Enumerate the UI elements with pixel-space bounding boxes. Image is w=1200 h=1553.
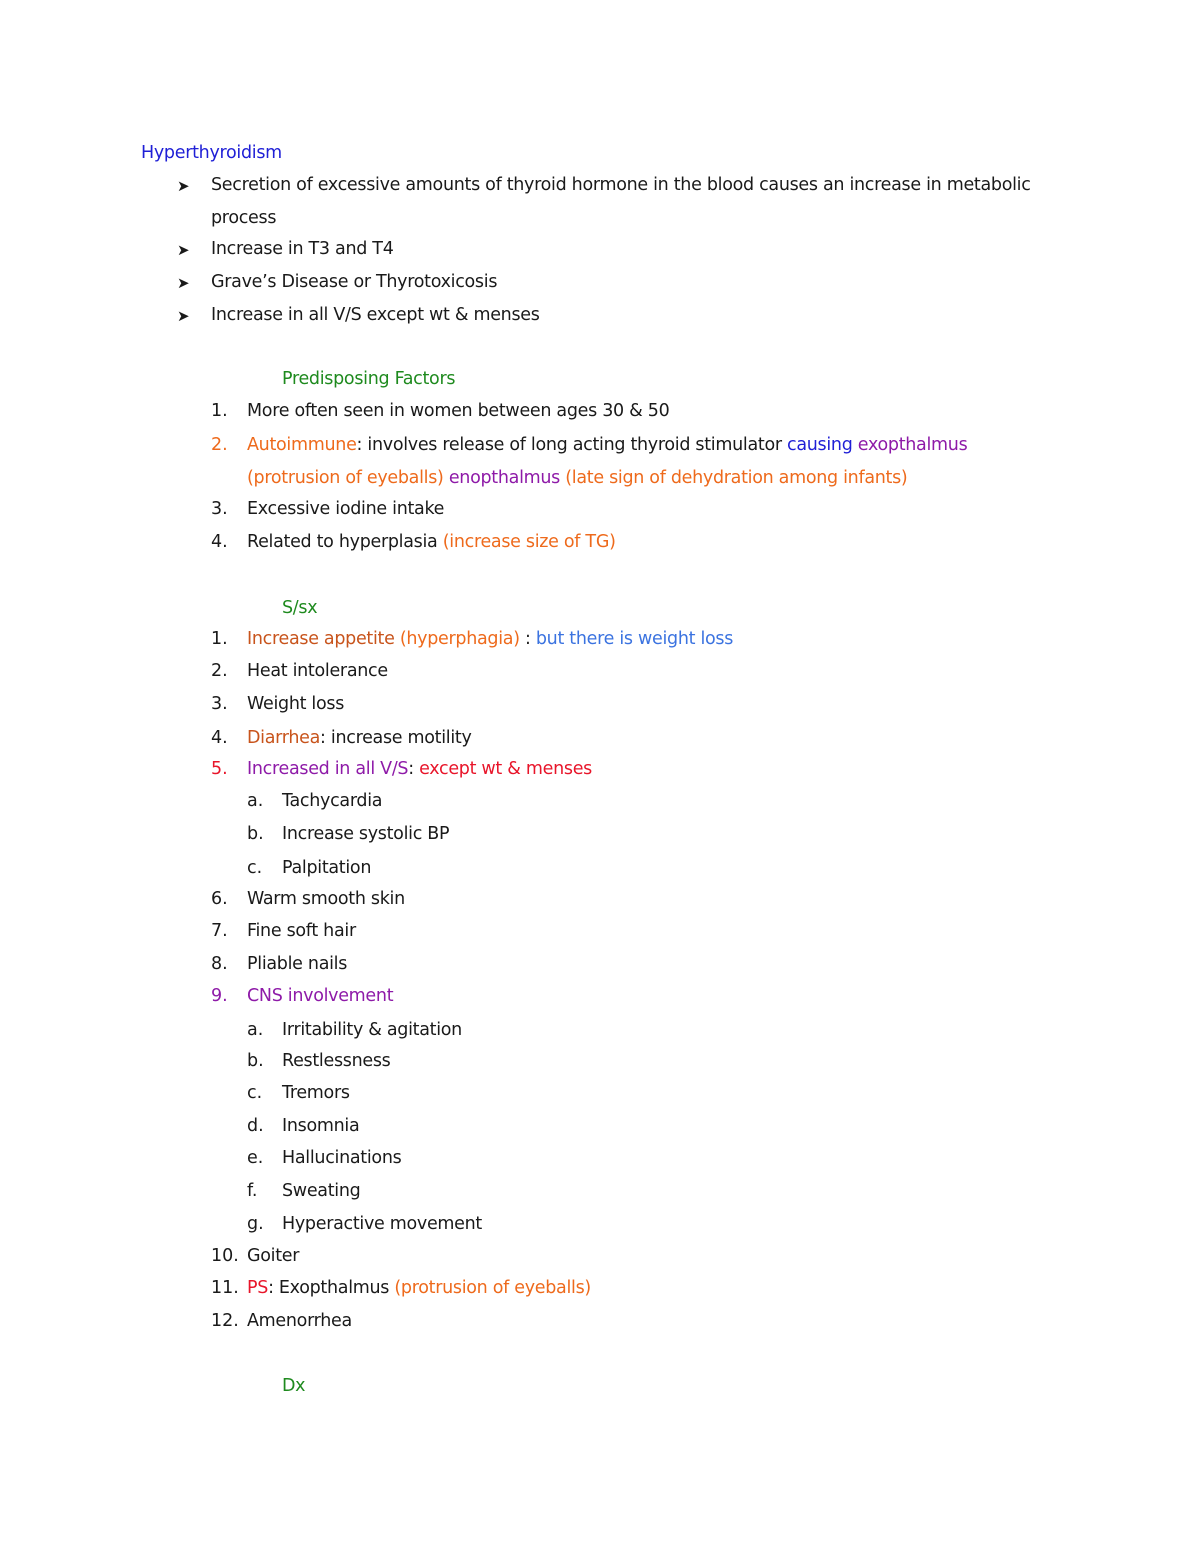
item-note: (late sign of dehydration among infants): [565, 468, 908, 488]
list-item: [247, 727, 472, 749]
sub-list-letter: d.: [247, 1116, 264, 1136]
bullet-text: Secretion of excessive amounts of thyroid hormone in the blood causes an increase in metabolic: [211, 175, 1031, 195]
list-item: Heat intolerance: [247, 661, 388, 681]
section-heading-ssx: S/sx: [282, 598, 318, 618]
item-note: except wt & menses: [419, 759, 592, 779]
item-text: : involves release of long acting thyroid stimulator: [356, 435, 788, 455]
list-item: Goiter: [247, 1246, 300, 1266]
bullet-text: Grave’s Disease or Thyrotoxicosis: [211, 272, 498, 292]
term-enopthalmus: enopthalmus: [448, 468, 566, 488]
list-number: 9.: [211, 986, 228, 1006]
arrow-bullet-icon: ➤: [177, 274, 190, 292]
list-item: [247, 531, 616, 553]
list-item: [247, 434, 967, 456]
item-colon: :: [525, 629, 536, 649]
sub-list-item: Restlessness: [282, 1051, 391, 1071]
arrow-bullet-icon: ➤: [177, 241, 190, 259]
sub-list-letter: c.: [247, 1083, 263, 1103]
section-heading-dx: Dx: [282, 1376, 306, 1396]
sub-list-item: Tachycardia: [282, 791, 383, 811]
sub-list-letter: e.: [247, 1148, 264, 1168]
item-note: (hyperphagia): [399, 629, 525, 649]
list-number: 1.: [211, 401, 228, 421]
page-title: Hyperthyroidism: [141, 143, 282, 163]
arrow-bullet-icon: ➤: [177, 177, 190, 195]
list-number: 12.: [211, 1311, 239, 1331]
sub-list-item: Insomnia: [282, 1116, 360, 1136]
list-item: Fine soft hair: [247, 921, 356, 941]
list-item: Amenorrhea: [247, 1311, 352, 1331]
term-ps: PS: [247, 1278, 269, 1298]
item-colon: :: [408, 759, 420, 779]
term-autoimmune: Autoimmune: [247, 435, 357, 455]
list-number: 4.: [211, 728, 228, 748]
list-number: 8.: [211, 954, 228, 974]
list-number: 11.: [211, 1278, 239, 1298]
section-heading-predisposing: Predisposing Factors: [282, 369, 456, 389]
sub-list-letter: a.: [247, 1020, 264, 1040]
item-text: : Exopthalmus: [268, 1278, 395, 1298]
item-note: (increase size of TG): [442, 532, 616, 552]
sub-list-item: Hallucinations: [282, 1148, 402, 1168]
bullet-text: Increase in all V/S except wt & menses: [211, 305, 540, 325]
arrow-bullet-icon: ➤: [177, 307, 190, 325]
term-exopthalmus: exopthalmus: [857, 435, 968, 455]
sub-list-letter: a.: [247, 791, 264, 811]
sub-list-item: Hyperactive movement: [282, 1214, 482, 1234]
item-text: : increase motility: [320, 728, 472, 748]
sub-list-letter: b.: [247, 1051, 264, 1071]
item-note: but there is weight loss: [535, 629, 734, 649]
list-item: [247, 628, 733, 650]
item-text: Diarrhea: [247, 728, 321, 748]
sub-list-item: Palpitation: [282, 858, 372, 878]
sub-list-letter: g.: [247, 1214, 264, 1234]
list-number: 5.: [211, 759, 228, 779]
sub-list-item: Irritability & agitation: [282, 1020, 462, 1040]
list-number: 10.: [211, 1246, 239, 1266]
list-number: 7.: [211, 921, 228, 941]
item-text: Increased in all V/S: [247, 759, 409, 779]
list-item: More often seen in women between ages 30 & 50: [247, 401, 670, 421]
sub-list-item: Tremors: [282, 1083, 350, 1103]
list-item: [247, 758, 592, 780]
list-number: 4.: [211, 532, 228, 552]
list-number: 1.: [211, 629, 228, 649]
bullet-text: Increase in T3 and T4: [211, 239, 394, 259]
list-number: 3.: [211, 499, 228, 519]
sub-list-letter: b.: [247, 824, 264, 844]
list-item: Excessive iodine intake: [247, 499, 445, 519]
item-text-causing: causing: [787, 435, 858, 455]
sub-list-letter: c.: [247, 858, 263, 878]
list-item: [247, 1277, 591, 1299]
list-number: 6.: [211, 889, 228, 909]
list-item: Weight loss: [247, 694, 345, 714]
sub-list-item: Sweating: [282, 1181, 361, 1201]
item-note: (protrusion of eyeballs): [247, 468, 449, 488]
sub-list-letter: f.: [247, 1181, 258, 1201]
list-number: 2.: [211, 661, 228, 681]
list-item: Pliable nails: [247, 954, 348, 974]
item-text: Related to hyperplasia: [247, 532, 443, 552]
item-text: Increase appetite: [247, 629, 400, 649]
list-item-continued: [247, 467, 907, 489]
list-number: 2.: [211, 435, 228, 455]
list-item: CNS involvement: [247, 986, 394, 1006]
bullet-text-continued: process: [211, 208, 277, 228]
item-note: (protrusion of eyeballs): [394, 1278, 591, 1298]
list-number: 3.: [211, 694, 228, 714]
sub-list-item: Increase systolic BP: [282, 824, 450, 844]
list-item: Warm smooth skin: [247, 889, 405, 909]
